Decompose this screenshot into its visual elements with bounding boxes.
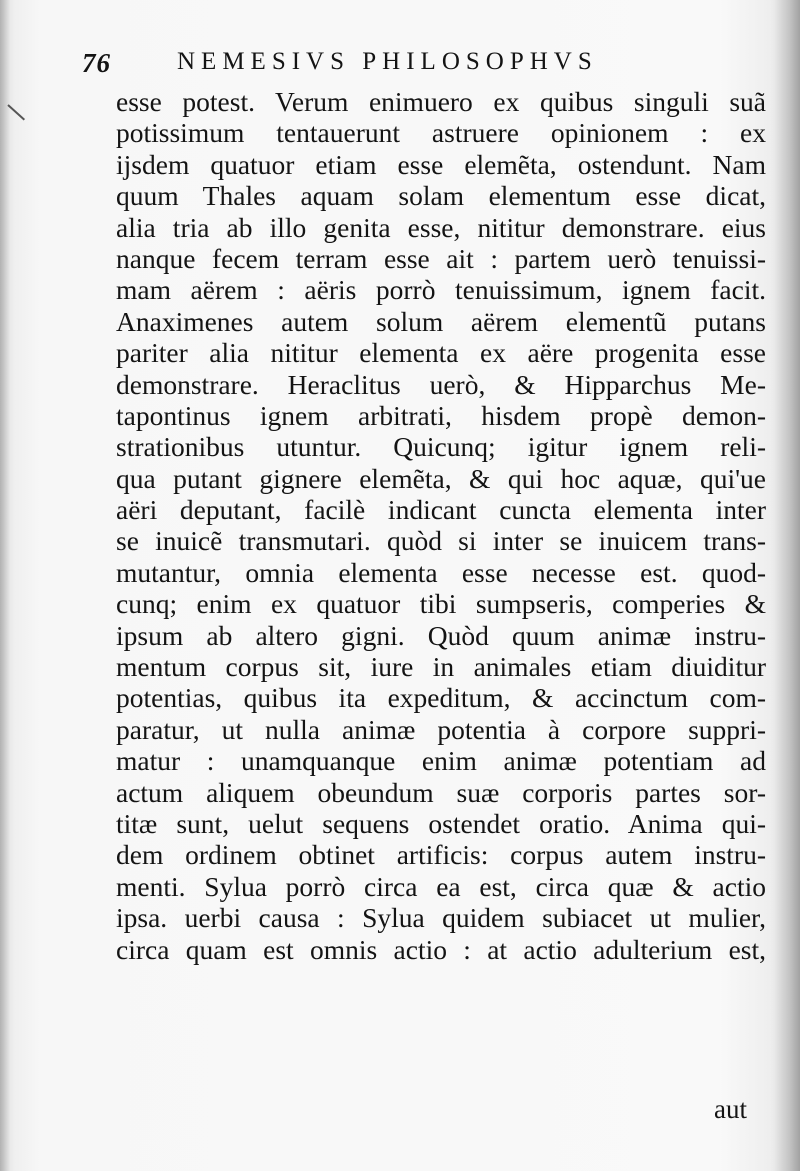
text-line: quum Thales aquam solam elementum esse dicat, — [116, 180, 766, 212]
page-number: 76 — [82, 48, 111, 78]
text-line: strationibus utuntur. Quicunq; igitur ignem reli- — [116, 431, 766, 463]
text-line: demonstrare. Heraclitus uerò, & Hipparchus Me- — [116, 368, 766, 400]
text-line: ipsum ab altero gigni. Quòd quum animæ instru- — [116, 619, 766, 651]
text-line: esse potest. Verum enimuero ex quibus singuli suã — [116, 86, 766, 117]
text-line: mutantur, omnia elementa esse necesse est. quod- — [116, 556, 766, 588]
catchword: aut — [714, 1094, 747, 1124]
text-line: alia tria ab illo genita esse, nititur demonstrare. eius — [116, 211, 766, 243]
running-title: NEMESIVS PHILOSOPHVS — [177, 48, 598, 75]
text-line: ijsdem quatuor etiam esse elemẽta, ostendunt. Nam — [116, 148, 766, 180]
page-edge-shadow — [0, 0, 10, 1171]
text-line: potentias, quibus ita expeditum, & accinctum com- — [116, 682, 766, 714]
text-line: tapontinus ignem arbitrati, hisdem propè demon- — [116, 399, 766, 431]
text-line: titæ sunt, uelut sequens ostendet oratio. Anima qui- — [116, 807, 766, 839]
spine-shadow — [774, 0, 800, 1171]
text-line: mam aërem : aëris porrò tenuissimum, ignem facit. — [116, 274, 766, 306]
text-line: aëri deputant, facilè indicant cuncta elementa inter — [116, 494, 766, 526]
text-line: nanque fecem terram esse ait : partem uerò tenuissi- — [116, 242, 766, 274]
text-line: mentum corpus sit, iure in animales etiam diuiditur — [116, 651, 766, 683]
text-line: paratur, ut nulla animæ potentia à corpore suppri- — [116, 713, 766, 745]
text-line: circa quam est omnis actio : at actio adulterium est, — [116, 933, 766, 965]
text-line: menti. Sylua porrò circa ea est, circa quæ & actio — [116, 870, 766, 902]
text-line: dem ordinem obtinet artificis: corpus autem instru- — [116, 839, 766, 871]
text-line: potissimum tentauerunt astruere opinionem : ex — [116, 117, 766, 149]
body-text — [116, 86, 766, 965]
text-line: pariter alia nititur elementa ex aëre progenita esse — [116, 337, 766, 369]
text-line: ipsa. uerbi causa : Sylua quidem subiacet ut mulier, — [116, 902, 766, 934]
text-line: cunq; enim ex quatuor tibi sumpseris, comperies & — [116, 588, 766, 620]
text-line: qua putant gignere elemẽta, & qui hoc aquæ, qui'ue — [116, 462, 766, 494]
text-line: matur : unamquanque enim animæ potentiam ad — [116, 745, 766, 777]
text-line: actum aliquem obeundum suæ corporis partes sor- — [116, 776, 766, 808]
running-head — [82, 44, 772, 84]
text-line: se inuicẽ transmutari. quòd si inter se inuicem trans- — [116, 525, 766, 557]
text-line: Anaximenes autem solum aërem elementũ putans — [116, 305, 766, 337]
